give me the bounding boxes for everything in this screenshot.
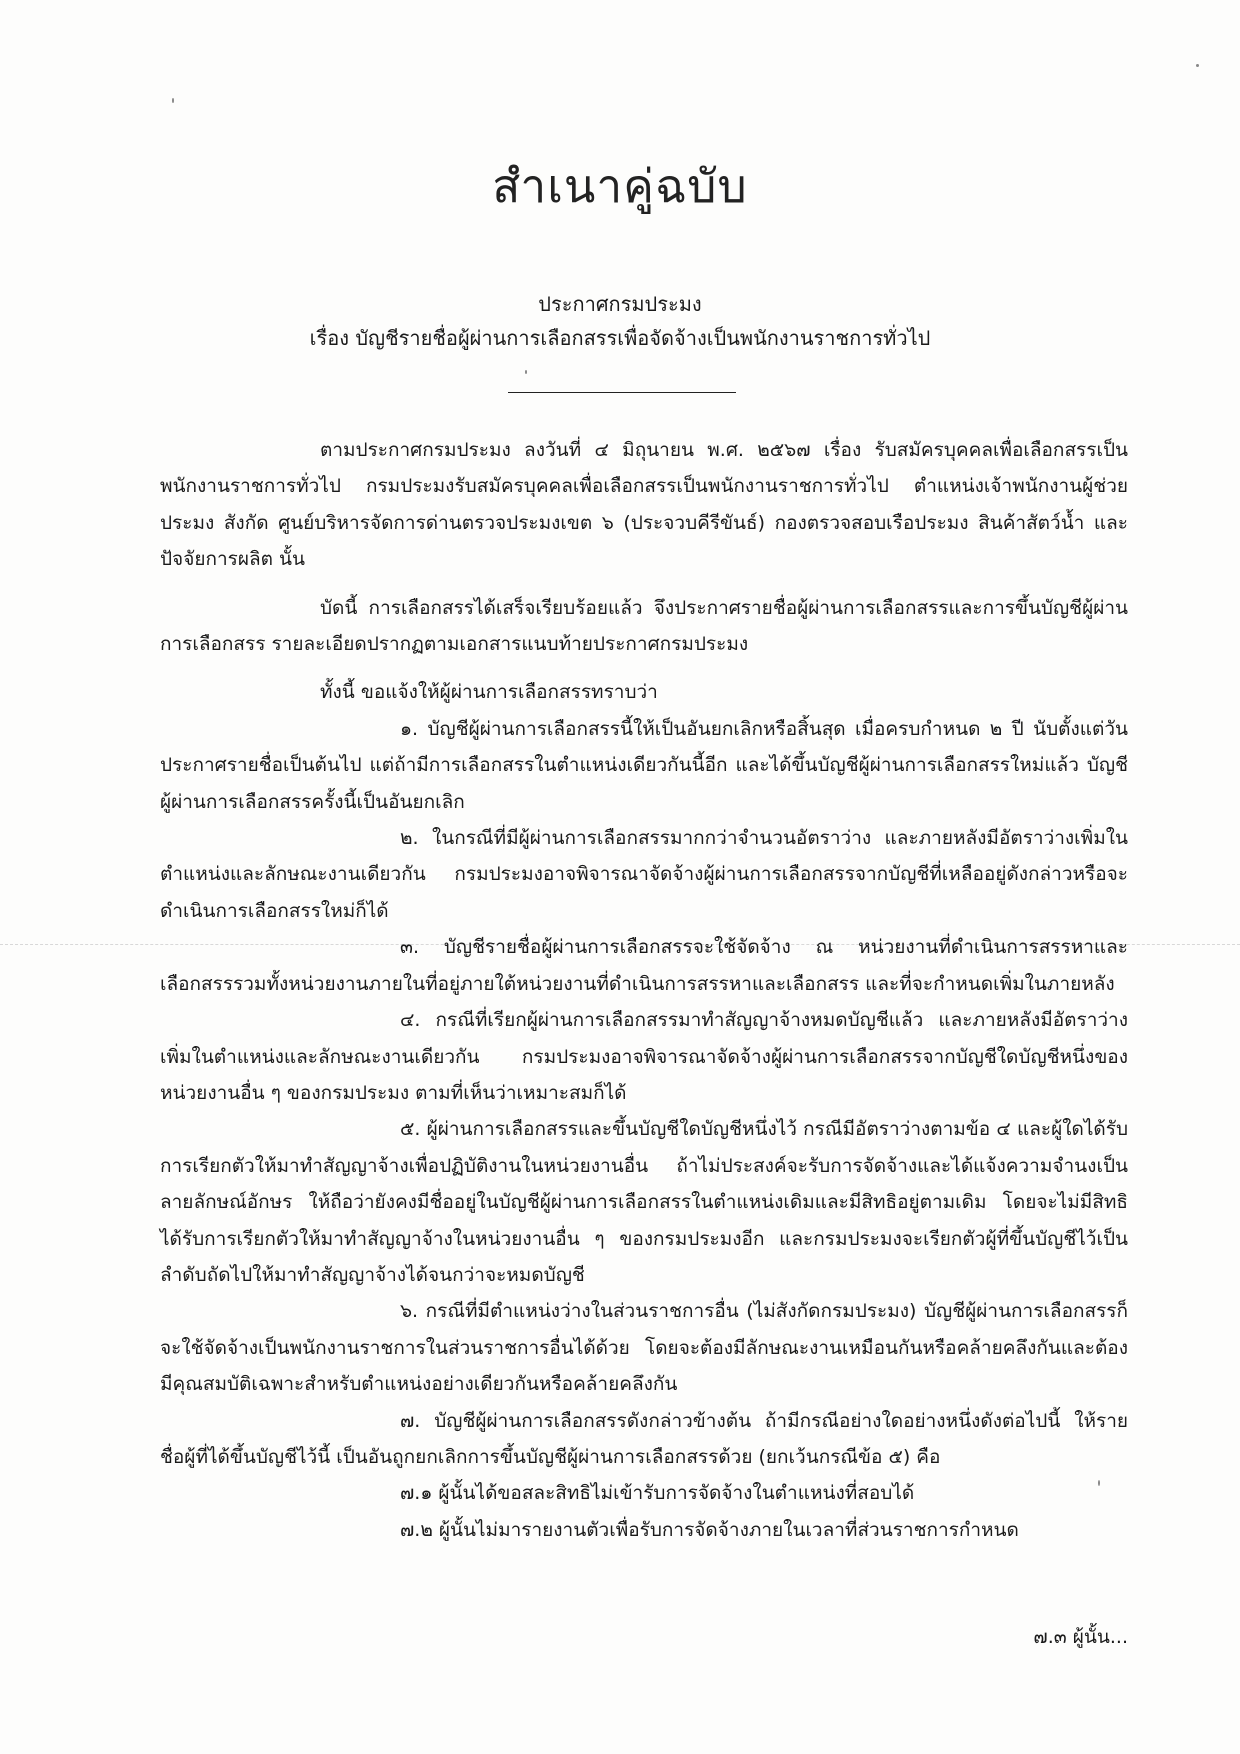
scan-speck: [525, 370, 527, 374]
sub-list-item: ๗.๑ ผู้นั้นได้ขอสละสิทธิไม่เข้ารับการจัดจ้างในตำแหน่งที่สอบได้: [400, 1482, 915, 1505]
title-divider: [508, 392, 736, 393]
page-continuation: ๗.๓ ผู้นั้น...: [1033, 1626, 1128, 1648]
announcement-subject: เรื่อง บัญชีรายชื่อผู้ผ่านการเลือกสรรเพื่อจัดจ้างเป็นพนักงานราชการทั่วไป: [309, 326, 931, 350]
scan-speck: [172, 98, 174, 103]
announcement-title: ประกาศกรมประมง: [538, 292, 702, 316]
list-item: ๔. กรณีที่เรียกผู้ผ่านการเลือกสรรมาทำสัญญาจ้างหมดบัญชีแล้ว และภายหลังมีอัตราว่างเพิ่มในตำแหน่งและลักษณะงานเดียวกัน กรมประมงอาจพิจารณาจัดจ้างผู้ผ่านการเลือกสรรจากบัญชีใดบัญชีหนึ่งของหน่วยงานอื่น ๆ ของกรมประมง ตามที่เห็นว่าเหมาะสมก็ได้: [160, 1009, 1128, 1104]
scan-speck: [1196, 64, 1199, 67]
list-item: ๑. บัญชีผู้ผ่านการเลือกสรรนี้ให้เป็นอันยกเลิกหรือสิ้นสุด เมื่อครบกำหนด ๒ ปี นับตั้งแต่วันประกาศรายชื่อเป็นต้นไป แต่ถ้ามีการเลือกสรรในตำแหน่งเดียวกันนี้อีก และได้ขึ้นบัญชีผู้ผ่านการเลือกสรรใหม่แล้ว บัญชีผู้ผ่านการเลือกสรรครั้งนี้เป็นอันยกเลิก: [160, 717, 1128, 813]
list-item: ๓. บัญชีรายชื่อผู้ผ่านการเลือกสรรจะใช้จัดจ้าง ณ หน่วยงานที่ดำเนินการสรรหาและเลือกสรรรวมทั้งหน่วยงานภายในที่อยู่ภายใต้หน่วยงานที่ดำเนินการสรรหาและเลือกสรร และที่จะกำหนดเพิ่มในภายหลัง: [160, 936, 1128, 995]
list-item: ๒. ในกรณีที่มีผู้ผ่านการเลือกสรรมากกว่าจำนวนอัตราว่าง และภายหลังมีอัตราว่างเพิ่มในตำแหน่งและลักษณะงานเดียวกัน กรมประมงอาจพิจารณาจัดจ้างผู้ผ่านการเลือกสรรจากบัญชีที่เหลืออยู่ดังกล่าวหรือจะดำเนินการเลือกสรรใหม่ก็ได้: [160, 827, 1128, 922]
list-item: ๗. บัญชีผู้ผ่านการเลือกสรรดังกล่าวข้างต้น ถ้ามีกรณีอย่างใดอย่างหนึ่งดังต่อไปนี้ ให้รายชื่อผู้ที่ได้ขึ้นบัญชีไว้นี้ เป็นอันถูกยกเลิกการขึ้นบัญชีผู้ผ่านการเลือกสรรด้วย (ยกเว้นกรณีข้อ ๕) คือ: [160, 1409, 1128, 1468]
document-body: [160, 432, 1128, 1548]
sub-list-item: ๗.๒ ผู้นั้นไม่มารายงานตัวเพื่อรับการจัดจ้างภายในเวลาที่ส่วนราชการกำหนด: [400, 1518, 1019, 1541]
list-item: ๕. ผู้ผ่านการเลือกสรรและขึ้นบัญชีใดบัญชีหนึ่งไว้ กรณีมีอัตราว่างตามข้อ ๔ และผู้ใดได้รับการเรียกตัวให้มาทำสัญญาจ้างเพื่อปฏิบัติงานในหน่วยงานอื่น ถ้าไม่ประสงค์จะรับการจัดจ้างและได้แจ้งความจำนงเป็นลายลักษณ์อักษร ให้ถือว่ายังคงมีชื่ออยู่ในบัญชีผู้ผ่านการเลือกสรรในตำแหน่งเดิมและมีสิทธิอยู่ตามเดิม โดยจะไม่มีสิทธิได้รับการเรียกตัวให้มาทำสัญญาจ้างในหน่วยงานอื่น ๆ ของกรมประมงอีก และกรมประมงจะเรียกตัวผู้ที่ขึ้นบัญชีไว้เป็นลำดับถัดไปให้มาทำสัญญาจ้างได้จนกว่าจะหมดบัญชี: [160, 1118, 1128, 1286]
paragraph-reference: ตามประกาศกรมประมง ลงวันที่ ๔ มิถุนายน พ.ศ. ๒๕๖๗ เรื่อง รับสมัครบุคคลเพื่อเลือกสรรเป็นพนักงานราชการทั่วไป กรมประมงรับสมัครบุคคลเพื่อเลือกสรรเป็นพนักงานราชการทั่วไป ตำแหน่งเจ้าพนักงานผู้ช่วยประมง สังกัด ศูนย์บริหารจัดการด่านตรวจประมงเขต ๖ (ประจวบคีรีขันธ์) กองตรวจสอบเรือประมง สินค้าสัตว์น้ำ และปัจจัยการผลิต นั้น: [160, 439, 1128, 571]
list-item: ๖. กรณีที่มีตำแหน่งว่างในส่วนราชการอื่น (ไม่สังกัดกรมประมง) บัญชีผู้ผ่านการเลือกสรรก็จะใช้จัดจ้างเป็นพนักงานราชการในส่วนราชการอื่นได้ด้วย โดยจะต้องมีลักษณะงานเหมือนกันหรือคล้ายคลึงกันและต้องมีคุณสมบัติเฉพาะสำหรับตำแหน่งอย่างเดียวกันหรือคล้ายคลึงกัน: [160, 1300, 1128, 1396]
copy-stamp-title: สำเนาคู่ฉบับ: [492, 159, 748, 213]
paragraph-notice: ทั้งนี้ ขอแจ้งให้ผู้ผ่านการเลือกสรรทราบว่า: [320, 681, 658, 704]
paragraph-announcement: บัดนี้ การเลือกสรรได้เสร็จเรียบร้อยแล้ว จึงประกาศรายชื่อผู้ผ่านการเลือกสรรและการขึ้นบัญชีผู้ผ่านการเลือกสรร รายละเอียดปรากฏตามเอกสารแนบท้ายประกาศกรมประมง: [160, 596, 1128, 656]
